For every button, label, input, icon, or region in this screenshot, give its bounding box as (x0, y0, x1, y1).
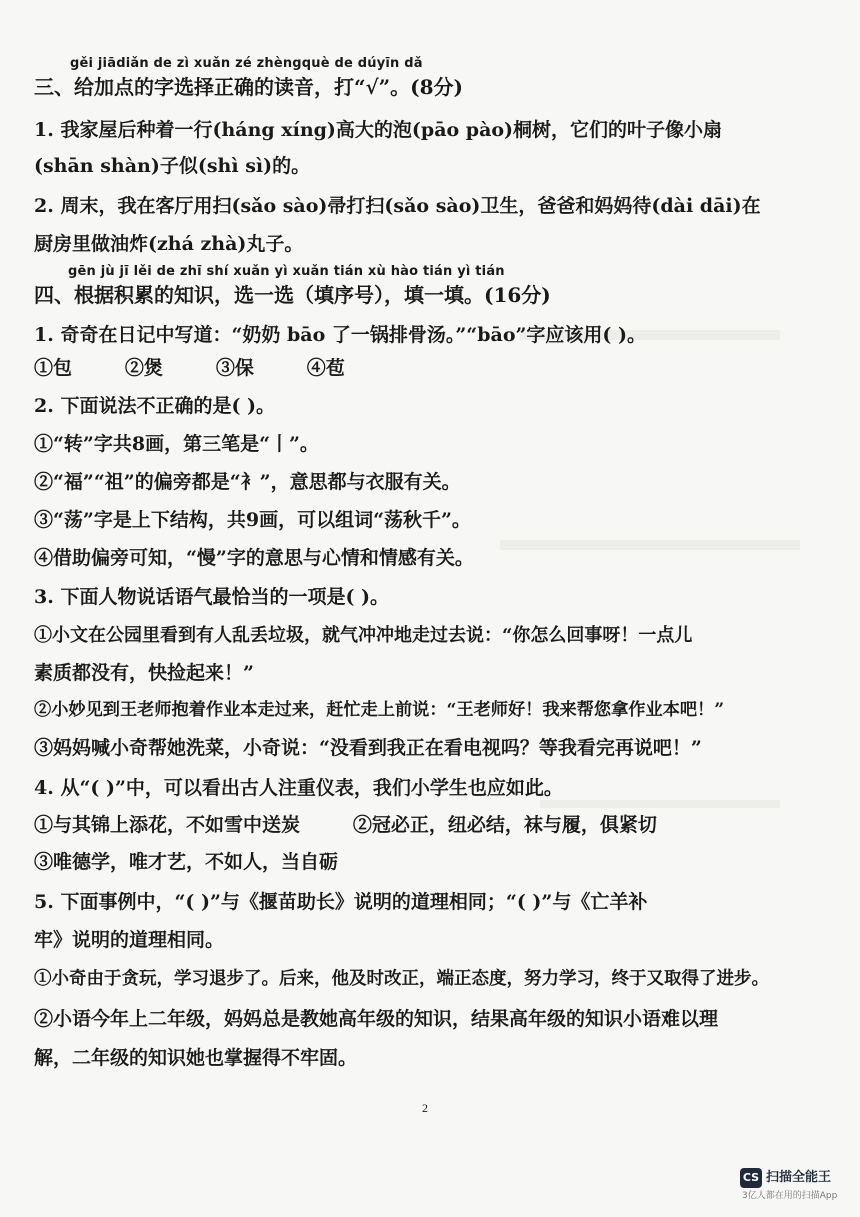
question-5-cont: 牢》说明的道理相同。 (34, 929, 225, 951)
question-1-options: ①包 ②煲 ③保 ④苞 (34, 357, 345, 379)
scanner-logo-icon: CS (740, 1168, 762, 1188)
page-number: 2 (422, 1101, 428, 1115)
question-2: 2. 下面说法不正确的是( )。 (34, 395, 276, 417)
question-5-option-2-cont: 解，二年级的知识她也掌握得不牢固。 (34, 1047, 358, 1069)
question-5: 5. 下面事例中，“( )”与《揠苗助长》说明的道理相同；“( )”与《亡羊补 (34, 891, 648, 913)
question-3-option-3: ③妈妈喊小奇帮她洗菜，小奇说：“没看到我正在看电视吗？等我看完再说吧！” (34, 737, 702, 759)
section4-title: 四、根据积累的知识，选一选（填序号），填一填。(16分) (34, 283, 551, 307)
question-2-option-1: ①“转”字共8画，第三笔是“丨”。 (34, 433, 319, 455)
scanner-name: 扫描全能王 (766, 1170, 832, 1185)
section3-title: 三、给加点的字选择正确的读音，打“√”。(8分) (34, 75, 463, 99)
section3-line-4: 厨房里做油炸(zhá zhà)丸子。 (34, 233, 304, 255)
question-4-options-b: ③唯德学，唯才艺，不如人，当自砺 (34, 851, 339, 873)
scanner-tagline: 3亿人都在用的扫描App (742, 1191, 838, 1201)
question-3: 3. 下面人物说话语气最恰当的一项是( )。 (34, 586, 390, 608)
question-5-option-1: ①小奇由于贪玩，学习退步了。后来，他及时改正，端正态度，努力学习，终于又取得了进步。 (34, 969, 769, 989)
section3-pinyin: gěi jiādiǎn de zì xuǎn zé zhèngquè de dúyīn dǎ (70, 56, 423, 71)
question-5-option-2: ②小语今年上二年级，妈妈总是教她高年级的知识，结果高年级的知识小语难以理 (34, 1008, 719, 1030)
bleed-through-mark (540, 800, 780, 808)
question-1: 1. 奇奇在日记中写道：“奶奶 bāo 了一锅排骨汤。”“bāo”字应该用( )。 (34, 324, 647, 346)
question-2-option-2: ②“福”“祖”的偏旁都是“衤”，意思都与衣服有关。 (34, 471, 461, 493)
question-3-option-1-cont: 素质都没有，快捡起来！” (34, 662, 254, 684)
question-2-option-4: ④借助偏旁可知，“慢”字的意思与心情和情感有关。 (34, 547, 474, 569)
scanner-watermark (740, 1166, 850, 1206)
question-4-options-a: ①与其锦上添花，不如雪中送炭 ②冠必正，纽必结，袜与履，俱紧切 (34, 814, 657, 836)
question-4: 4. 从“( )”中，可以看出古人注重仪表，我们小学生也应如此。 (34, 777, 563, 799)
section3-line-2: (shān shàn)子似(shì sì)的。 (34, 155, 311, 177)
question-2-option-3: ③“荡”字是上下结构，共9画，可以组词“荡秋千”。 (34, 509, 471, 531)
question-3-option-1: ①小文在公园里看到有人乱丢垃圾，就气冲冲地走过去说：“你怎么回事呀！一点儿 (34, 625, 693, 646)
section3-line-3: 2. 周末，我在客厅用扫(sǎo sào)帚打扫(sǎo sào)卫生，爸爸和妈妈待(dài dāi)在 (34, 195, 761, 217)
section4-pinyin: gēn jù jī lěi de zhī shí xuǎn yì xuǎn tián xù hào tián yì tián (68, 264, 505, 279)
question-3-option-2: ②小妙见到王老师抱着作业本走过来，赶忙走上前说：“王老师好！我来帮您拿作业本吧！” (34, 700, 725, 720)
section3-line-1: 1. 我家屋后种着一行(háng xíng)高大的泡(pāo pào)桐树，它们的叶子像小扇 (34, 119, 723, 141)
